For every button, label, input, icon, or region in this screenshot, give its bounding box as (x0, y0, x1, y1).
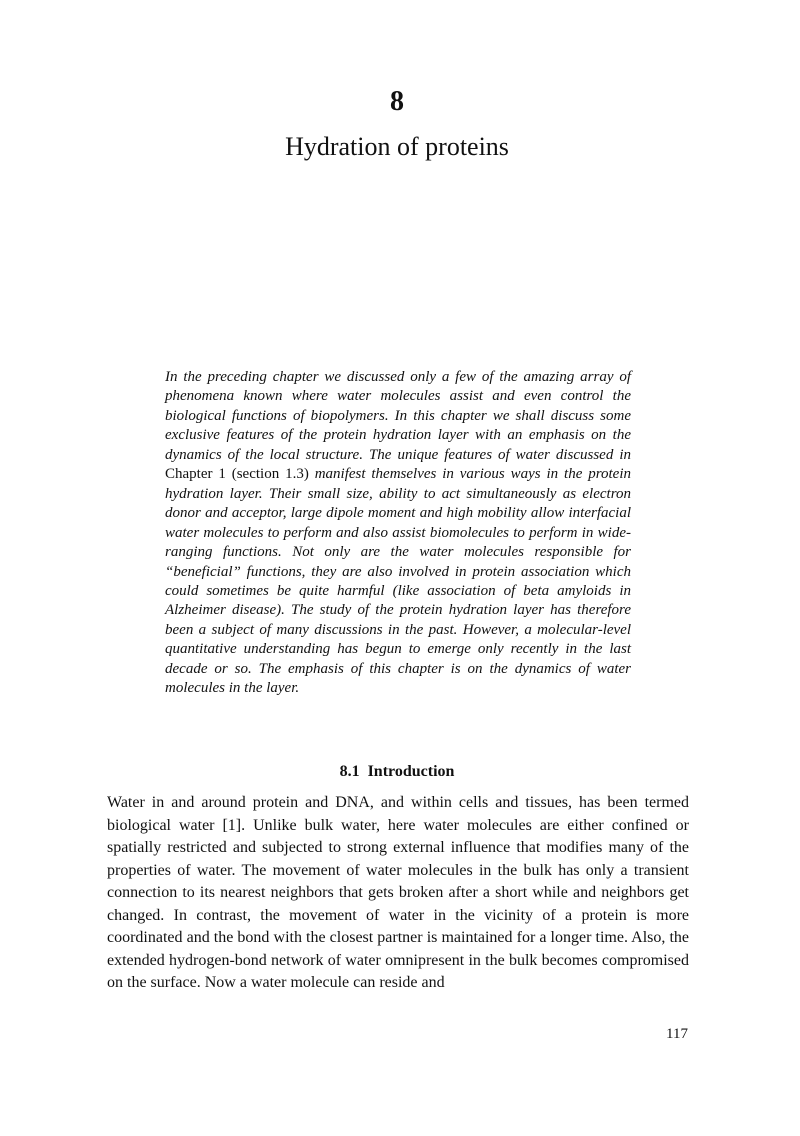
abstract-text-part-1: In the preceding chapter we discussed only a few of the amazing array of phenomena known where water molecules assist and even control the biological functions of biopolymers. In this chapter we shall discuss some exclusive features of the protein hydration layer with an emphasis on the dynamics of the local structure. The unique features of water discussed in (165, 369, 631, 463)
section-heading (0, 762, 794, 782)
abstract-text-part-2: manifest themselves in various ways in the protein hydration layer. Their small size, ability to act simultaneously as electron donor and acceptor, large dipole moment and high mobility allow interfacial water molecules to perform and also assist biomolecules to perform in wide-ranging functions. Not only are the water molecules responsible for “beneficial” functions, they are also involved in protein association which could sometimes be quite harmful (like association of beta amyloids in Alzheimer disease). The study of the protein hydration layer has therefore been a subject of many discussions in the past. However, a molecular-level quantitative understanding has begun to emerge only recently in the last decade or so. The emphasis of this chapter is on the dynamics of water molecules in the layer. (165, 466, 631, 697)
section-number: 8.1 (339, 763, 360, 780)
chapter-number: 8 (390, 86, 404, 117)
body-paragraph: Water in and around protein and DNA, and within cells and tissues, has been termed biological water [1]. Unlike bulk water, here water molecules are either confined or spatially restricted and subjected to strong external influence that modifies many of the properties of water. The movement of water molecules in the bulk has only a transient connection to its nearest neighbors that gets broken after a short while and neighbors get changed. In contrast, the movement of water in the vicinity of a protein is more coordinated and the bond with the closest partner is maintained for a longer time. Also, the extended hydrogen-bond network of water omnipresent in the bulk becomes compromised on the surface. Now a water molecule can reside and (107, 794, 689, 991)
section-title: Introduction (367, 763, 455, 780)
abstract-chapter-reference: Chapter 1 (section 1.3) (165, 466, 309, 483)
chapter-title: Hydration of proteins (285, 132, 509, 161)
chapter-abstract (165, 368, 631, 699)
page-number: 117 (666, 1026, 688, 1042)
